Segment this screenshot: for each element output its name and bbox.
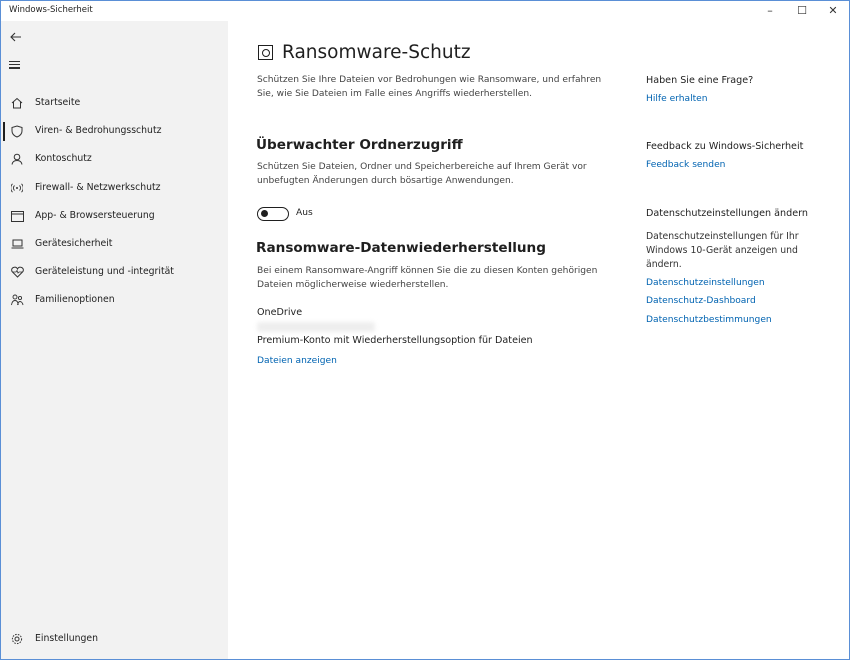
controlled-folder-access-toggle[interactable] [257, 207, 289, 221]
page-intro: Schützen Sie Ihre Dateien vor Bedrohungen wie Ransomware, und erfahren Sie, wie Sie Dateien im Falle eines Angriffs wiederherstellen. [257, 75, 602, 99]
page-title: Ransomware-Schutz [282, 41, 471, 63]
section-title-data-recovery: Ransomware-Datenwiederherstellung [256, 240, 546, 256]
family-icon [10, 293, 24, 307]
question-heading: Haben Sie eine Frage? [646, 75, 754, 86]
sidebar-item-label: Einstellungen [35, 633, 99, 644]
get-help-link[interactable]: Hilfe erhalten [646, 94, 708, 104]
account-plan: Premium-Konto mit Wiederherstellungsoption für Dateien [257, 335, 533, 346]
shield-icon [10, 124, 24, 138]
feedback-heading: Feedback zu Windows-Sicherheit [646, 141, 804, 152]
section-desc-data-recovery: Bei einem Ransomware-Angriff können Sie die zu diesen Konten gehörigen Dateien möglicherweise wiederherstellen. [257, 266, 598, 290]
sidebar-item-label: Viren- & Bedrohungsschutz [35, 125, 162, 136]
sidebar [1, 21, 228, 659]
sidebar-item-home[interactable] [1, 91, 228, 117]
maximize-button[interactable]: ☐ [797, 4, 807, 17]
hamburger-icon[interactable] [9, 59, 23, 73]
laptop-icon [10, 237, 24, 251]
sidebar-item-label: Familienoptionen [35, 294, 115, 305]
account-name: OneDrive [257, 307, 303, 318]
person-icon [10, 152, 24, 166]
title-bar [1, 1, 849, 21]
sidebar-item-account-protection[interactable] [1, 147, 228, 173]
home-icon [10, 96, 24, 110]
toggle-state-label: Aus [296, 208, 313, 218]
sidebar-item-firewall[interactable] [1, 176, 228, 202]
sidebar-item-device-performance[interactable] [1, 260, 228, 286]
sidebar-item-label: Kontoschutz [35, 153, 92, 164]
privacy-dashboard-link[interactable]: Datenschutz-Dashboard [646, 296, 756, 306]
section-title-controlled-folder-access: Überwachter Ordnerzugriff [256, 137, 463, 153]
arrow-left-icon [9, 30, 23, 44]
heart-icon [10, 265, 24, 279]
page-header [258, 39, 471, 65]
privacy-text: Datenschutzeinstellungen für Ihr Windows 10-Gerät anzeigen und ändern. [646, 231, 799, 270]
sidebar-item-label: Startseite [35, 97, 81, 108]
privacy-heading: Datenschutzeinstellungen ändern [646, 208, 808, 219]
sidebar-item-family-options[interactable] [1, 288, 228, 314]
selection-indicator [3, 122, 5, 141]
privacy-statement-link[interactable]: Datenschutzbestimmungen [646, 315, 772, 325]
wifi-antenna-icon [10, 181, 24, 195]
window-title: Windows-Sicherheit [9, 5, 93, 15]
section-desc-controlled-folder-access: Schützen Sie Dateien, Ordner und Speicherbereiche auf Ihrem Gerät vor unbefugten Änderungen durch bösartige Anwendungen. [257, 162, 587, 186]
browser-window-icon [10, 209, 24, 223]
main-content [228, 21, 628, 659]
sidebar-item-label: App- & Browsersteuerung [35, 210, 155, 221]
sidebar-item-app-browser-control[interactable] [1, 204, 228, 230]
toggle-knob [261, 210, 268, 217]
sidebar-item-settings[interactable] [1, 627, 228, 653]
send-feedback-link[interactable]: Feedback senden [646, 160, 726, 170]
account-email-redacted [257, 322, 375, 332]
sidebar-item-label: Firewall- & Netzwerkschutz [35, 182, 161, 193]
ransomware-protection-icon [258, 45, 273, 60]
minimize-button[interactable]: – [767, 4, 773, 17]
sidebar-item-device-security[interactable] [1, 232, 228, 258]
back-button[interactable] [9, 30, 25, 46]
privacy-settings-link[interactable]: Datenschutzeinstellungen [646, 278, 765, 288]
sidebar-item-virus-protection[interactable] [1, 119, 228, 145]
sidebar-item-label: Geräteleistung und -integrität [35, 266, 174, 277]
sidebar-item-label: Gerätesicherheit [35, 238, 113, 249]
close-button[interactable]: ✕ [828, 4, 838, 17]
gear-icon [10, 632, 24, 646]
view-files-link[interactable]: Dateien anzeigen [257, 356, 337, 366]
